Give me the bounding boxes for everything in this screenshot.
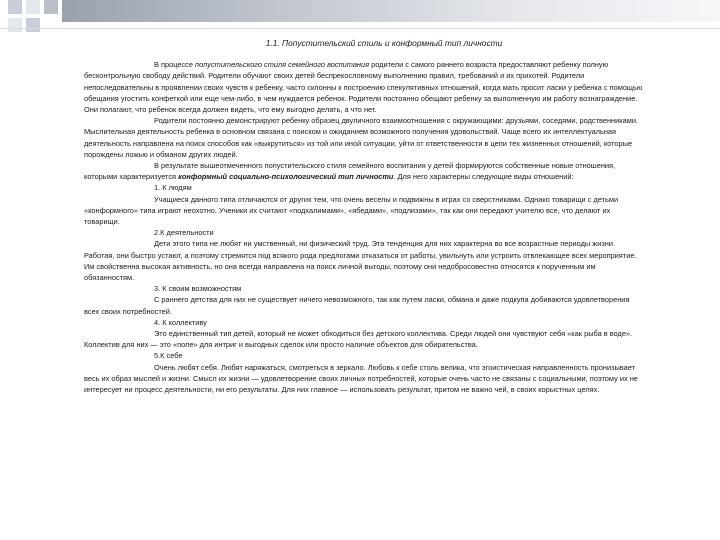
decor-square <box>44 0 58 14</box>
section-heading: 2.К деятельности <box>154 228 214 238</box>
section-text: Очень любят себя. Любят наряжаться, смотреться в зеркало. Любовь к себе столь велика, что эгоистическая направленность пронизывает весь их образ мыслей и жизни. Смысл их жизни — удовлетворение своих личных потребностей, которые очень часто не связаны с социальными, поэтому их не интересует ни процесс деятельности, ни его результаты. Для них главное — использовать результат, притом не важно чей, в своих корыстных целях. <box>84 362 638 395</box>
section-text: Это единственный тип детей, который не может обходиться без детского коллектива. Среди людей они чувствуют себя «как рыба в воде». Коллектив для них — это «поле» для интриг и выгодных сделок или просто наличие объектов для обирательства. <box>84 329 633 350</box>
section-text: Учащиеся данного типа отличаются от других тем, что очень веселы и подвижны в играх со сверстниками. Однако товарищи с детьми «конформного» типа играют неохотно. Ученики их считают «подхалимами», «ябедами», «подлизами», так как они передают учителю все, что делают их товарищи. <box>84 194 619 227</box>
slide-decoration <box>0 0 720 36</box>
section-heading: 3. К своим возможностям <box>154 284 242 294</box>
decorative-gradient-bar <box>62 0 720 22</box>
text-run: родители с самого раннего возраста предоставляют ребенку полную бесконтрольную свободу действий. Родители обучают своих детей беспрекословному выполнению правил, требований и их прихотей. Родители непоследовательны в проявлении своих чувств к ребенку, часто склонны к построению спекулятивных отношений, когда мать просит ласки у ребенка с помощью обещания угостить конфеткой или еще чем-либо, в чем нуждается ребенок. Родители постоянно обещают ребенку за выполненную им работу вознаграждение. Они полагают, что ребенок всегда должен видеть, что ему выгодно делать, а что нет. <box>84 60 643 115</box>
text-run: . Для него характерны следующие виды отношений: <box>393 172 574 182</box>
term-conformist-type: конформный социально-психологический тип личности <box>178 172 394 182</box>
decorative-squares <box>0 0 70 36</box>
document-body <box>84 38 644 395</box>
page-title: 1.1. Попустительский стиль и конформный тип личности <box>265 38 503 48</box>
section-heading: 5.К себе <box>154 351 183 361</box>
text-run: В результате вышеотмеченного попустительского стиля семейного воспитания у детей формируются собственные новые отношения, которыми характеризуется <box>84 161 616 182</box>
section-heading: 1. К людям <box>154 183 192 193</box>
section-heading: 4. К коллективу <box>154 317 207 327</box>
section-text: С раннего детства для них не существует ничего невозможного, так как путем ласки, обмана и даже подкупа добиваются удовлетворения всех своих потребностей. <box>84 295 630 316</box>
decor-square <box>26 18 40 32</box>
paragraph-result <box>84 160 644 182</box>
term-permissive-style: попустительского стиля семейного воспитания <box>195 60 370 70</box>
decorative-divider <box>0 28 720 29</box>
decor-square <box>26 0 40 14</box>
decor-square <box>8 18 22 32</box>
paragraph-parenting-style <box>84 59 644 115</box>
paragraph-parent-behavior: Родители постоянно демонстрируют ребенку образец двуличного взаимоотношения с окружающими: друзьями, соседями, родственниками. Мыслительная деятельность ребенка в основном связана с поиском и ожиданием возможного получения удовольствий. Чаще всего их интеллектуальная деятельность направлена на поиск способов как «выкрутиться» из той или иной ситуации, уйти от ответственности в цепи тех жизненных отношений, которые порождены ложью и обманом других людей. <box>84 116 639 159</box>
decor-square <box>8 0 22 14</box>
section-text: Дети этого типа не любят ни умственный, ни физический труд. Эта тенденция для них характерна во все возрастные периоды жизни. Работая, они быстро устают, а поэтому стремятся под всякого рода предлогами отказаться от работы, увильнуть или устроить отвлекающее всех мероприятие. Им свойственна высокая активность, но она всегда направлена на поиск личной выгоды, поэтому они недобросовестно относятся к порученным им обязанностям. <box>84 239 637 283</box>
text-run: В процессе <box>154 60 196 70</box>
